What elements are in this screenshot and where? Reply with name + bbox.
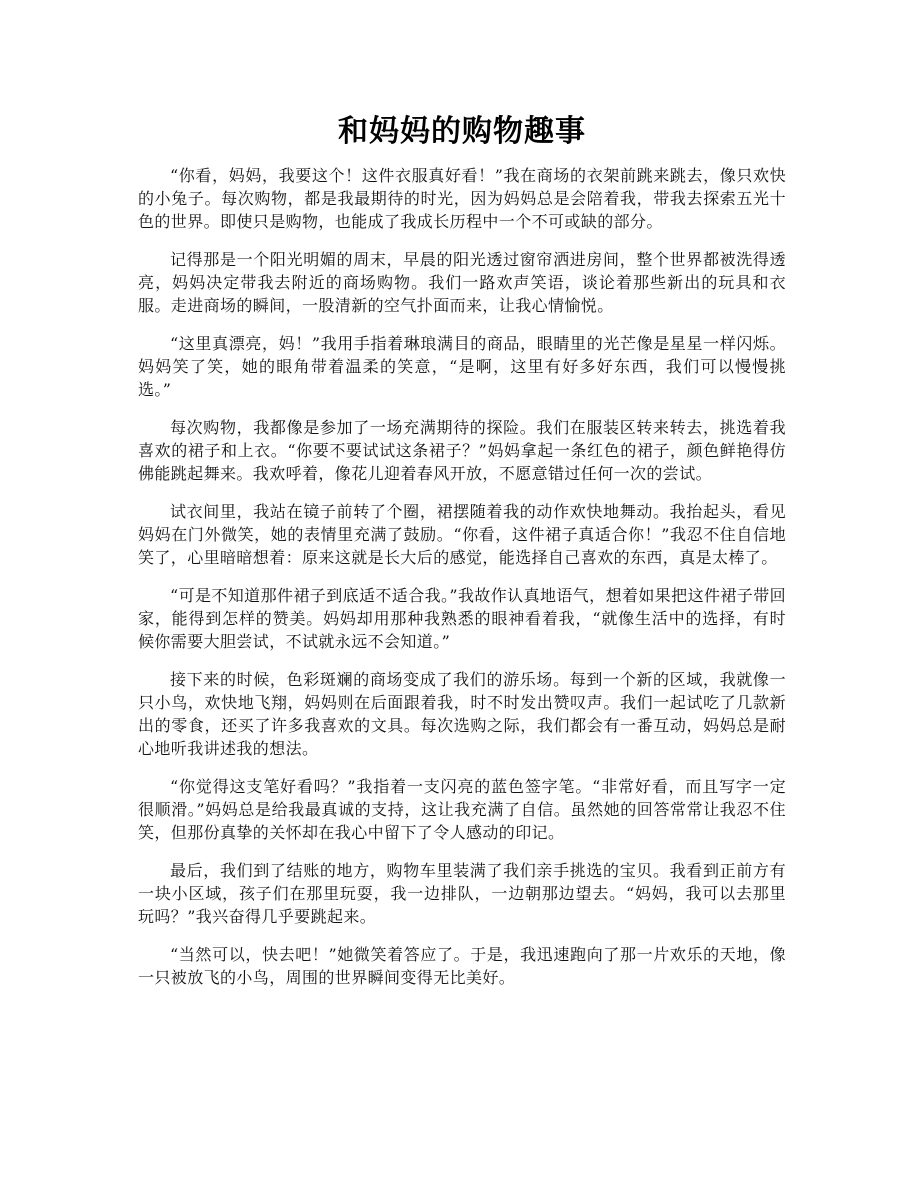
document-title: 和妈妈的购物趣事 [338, 114, 586, 149]
document-page [138, 0, 786, 1004]
paragraph-5: 试衣间里，我站在镜子前转了个圈，裙摆随着我的动作欢快地舞动。我抬起头，看见妈妈在门外微笑，她的表情里充满了鼓励。“你看，这件裙子真适合你！”我忍不住自信地笑了，心里暗暗想着：原来这就是长大后的感觉，能选择自己喜欢的东西，真是太棒了。 [138, 502, 786, 567]
paragraph-2: 记得那是一个阳光明媚的周末，早晨的阳光透过窗帘洒进房间，整个世界都被洗得透亮，妈妈决定带我去附近的商场购物。我们一路欢声笑语，谈论着那些新出的玩具和衣服。走进商场的瞬间，一股清新的空气扑面而来，让我心情愉悦。 [138, 250, 786, 315]
paragraph-7: 接下来的时候，色彩斑斓的商场变成了我们的游乐场。每到一个新的区域，我就像一只小鸟，欢快地飞翔，妈妈则在后面跟着我，时不时发出赞叹声。我们一起试吃了几款新出的零食，还买了许多我喜欢的文具。每次选购之际，我们都会有一番互动，妈妈总是耐心地听我讲述我的想法。 [138, 670, 786, 758]
paragraph-9: 最后，我们到了结账的地方，购物车里装满了我们亲手挑选的宝贝。我看到正前方有一块小区域，孩子们在那里玩耍，我一边排队，一边朝那边望去。“妈妈，我可以去那里玩吗？”我兴奋得几乎要跳起来。 [138, 861, 786, 926]
paragraph-8: “你觉得这支笔好看吗？”我指着一支闪亮的蓝色签字笔。“非常好看，而且写字一定很顺滑。”妈妈总是给我最真诚的支持，这让我充满了自信。虽然她的回答常常让我忍不住笑，但那份真挚的关怀却在我心中留下了令人感动的印记。 [138, 777, 786, 842]
paragraph-3: “这里真漂亮，妈！”我用手指着琳琅满目的商品，眼睛里的光芒像是星星一样闪烁。妈妈笑了笑，她的眼角带着温柔的笑意，“是啊，这里有好多好东西，我们可以慢慢挑选。” [138, 334, 786, 399]
paragraph-1: “你看，妈妈，我要这个！这件衣服真好看！”我在商场的衣架前跳来跳去，像只欢快的小兔子。每次购物，都是我最期待的时光，因为妈妈总是会陪着我，带我去探索五光十色的世界。即使只是购物，也能成了我成长历程中一个不可或缺的部分。 [138, 166, 786, 231]
paragraph-10: “当然可以，快去吧！”她微笑着答应了。于是，我迅速跑向了那一片欢乐的天地，像一只被放飞的小鸟，周围的世界瞬间变得无比美好。 [138, 945, 786, 987]
paragraph-6: “可是不知道那件裙子到底适不适合我。”我故作认真地语气，想着如果把这件裙子带回家，能得到怎样的赞美。妈妈却用那种我熟悉的眼神看着我，“就像生活中的选择，有时候你需要大胆尝试，不试就永远不会知道。” [138, 586, 786, 651]
document-body [138, 164, 786, 989]
paragraph-4: 每次购物，我都像是参加了一场充满期待的探险。我们在服装区转来转去，挑选着我喜欢的裙子和上衣。“你要不要试试这条裙子？”妈妈拿起一条红色的裙子，颜色鲜艳得仿佛能跳起舞来。我欢呼着，像花儿迎着春风开放，不愿意错过任何一次的尝试。 [138, 418, 786, 483]
